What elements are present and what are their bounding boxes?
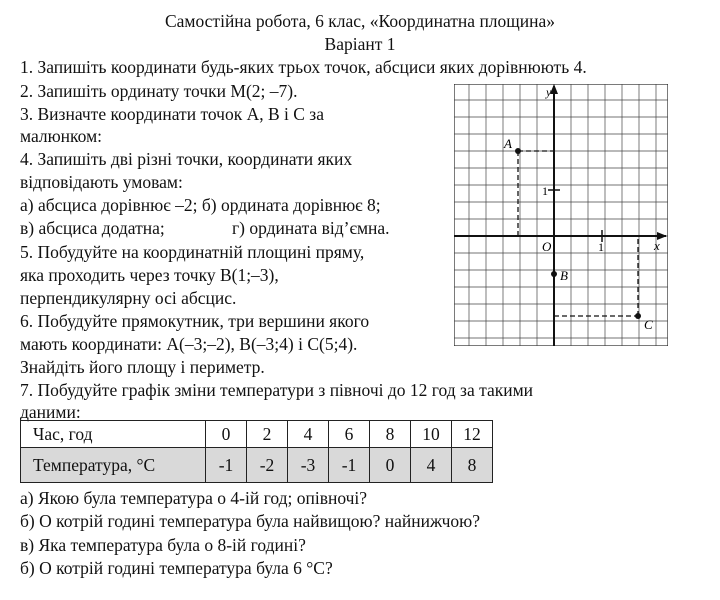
temp-cell: -1: [206, 448, 247, 483]
task-5-line3: перпендикулярну осі абсцис.: [20, 288, 237, 308]
task-5-line2: яка проходить через точку B(1;–3),: [20, 265, 279, 285]
y-axis-label: y: [546, 85, 552, 99]
hour-cell: 4: [288, 421, 329, 448]
tick-x-label: 1: [598, 240, 604, 254]
task-7-line2: даними:: [20, 402, 81, 422]
task-1: 1. Запишіть координати будь-яких трьох точок, абсциси яких дорівнюють 4.: [20, 57, 587, 77]
task-2: 2. Запишіть ординату точки M(2; –7).: [20, 81, 298, 101]
hour-cell: 6: [329, 421, 370, 448]
task-4-line4b: г) ордината від’ємна.: [232, 218, 390, 238]
task-6-line3: Знайдіть його площу і периметр.: [20, 357, 265, 377]
temp-cell: -2: [247, 448, 288, 483]
task-3-line1: 3. Визначте координати точок A, B і C за: [20, 104, 324, 124]
question-a: а) Якою була температура о 4-ій год; опівночі?: [20, 488, 368, 508]
coordinate-grid: [454, 84, 668, 346]
hour-cell: 8: [370, 421, 411, 448]
task-4-line1: 4. Запишіть дві різні точки, координати яких: [20, 149, 353, 169]
temp-cell: -3: [288, 448, 329, 483]
temp-cell: 0: [370, 448, 411, 483]
x-axis-label: x: [654, 238, 660, 253]
point-b-label: B: [560, 268, 568, 283]
point-c-label: C: [644, 317, 653, 332]
temp-cell: -1: [329, 448, 370, 483]
point-c: [635, 313, 641, 319]
task-3-line2: малюнком:: [20, 126, 103, 146]
question-d: б) О котрій годині температура була 6 °C?: [20, 558, 333, 578]
point-a-label: A: [504, 136, 512, 151]
hours-row: [21, 421, 493, 448]
hour-cell: 10: [411, 421, 452, 448]
temp-cell: 8: [452, 448, 493, 483]
task-4-line4a: в) абсциса додатна;: [20, 218, 165, 238]
task-7-line1: 7. Побудуйте графік зміни температури з півночі до 12 год за такими: [20, 380, 534, 400]
hour-cell: 2: [247, 421, 288, 448]
question-b: б) О котрій годині температура була найвищою? найнижчою?: [20, 511, 481, 531]
variant-label: Варіант 1: [324, 34, 396, 54]
point-b: [551, 271, 557, 277]
temp-cell: 4: [411, 448, 452, 483]
task-5-line1: 5. Побудуйте на координатній площині пряму,: [20, 242, 365, 262]
tick-y-label: 1: [542, 184, 548, 198]
task-4-line2: відповідають умовам:: [20, 172, 183, 192]
page-title: Самостійна робота, 6 клас, «Координатна площина»: [164, 11, 556, 31]
hour-cell: 12: [452, 421, 493, 448]
task-6-line1: 6. Побудуйте прямокутник, три вершини якого: [20, 311, 370, 331]
point-a: [515, 148, 521, 154]
hour-cell: 0: [206, 421, 247, 448]
temperature-header: Температура, °C: [21, 448, 206, 483]
question-c: в) Яка температура була о 8-ій годині?: [20, 535, 306, 555]
task-4-line3: а) абсциса дорівнює –2; б) ордината дорівнює 8;: [20, 195, 381, 215]
temperature-table: [20, 420, 493, 483]
hours-header: Час, год: [21, 421, 206, 448]
temperature-row: [21, 448, 493, 483]
origin-label: O: [542, 239, 552, 254]
task-6-line2: мають координати: A(–3;–2), B(–3;4) і C(5;4).: [20, 334, 358, 354]
